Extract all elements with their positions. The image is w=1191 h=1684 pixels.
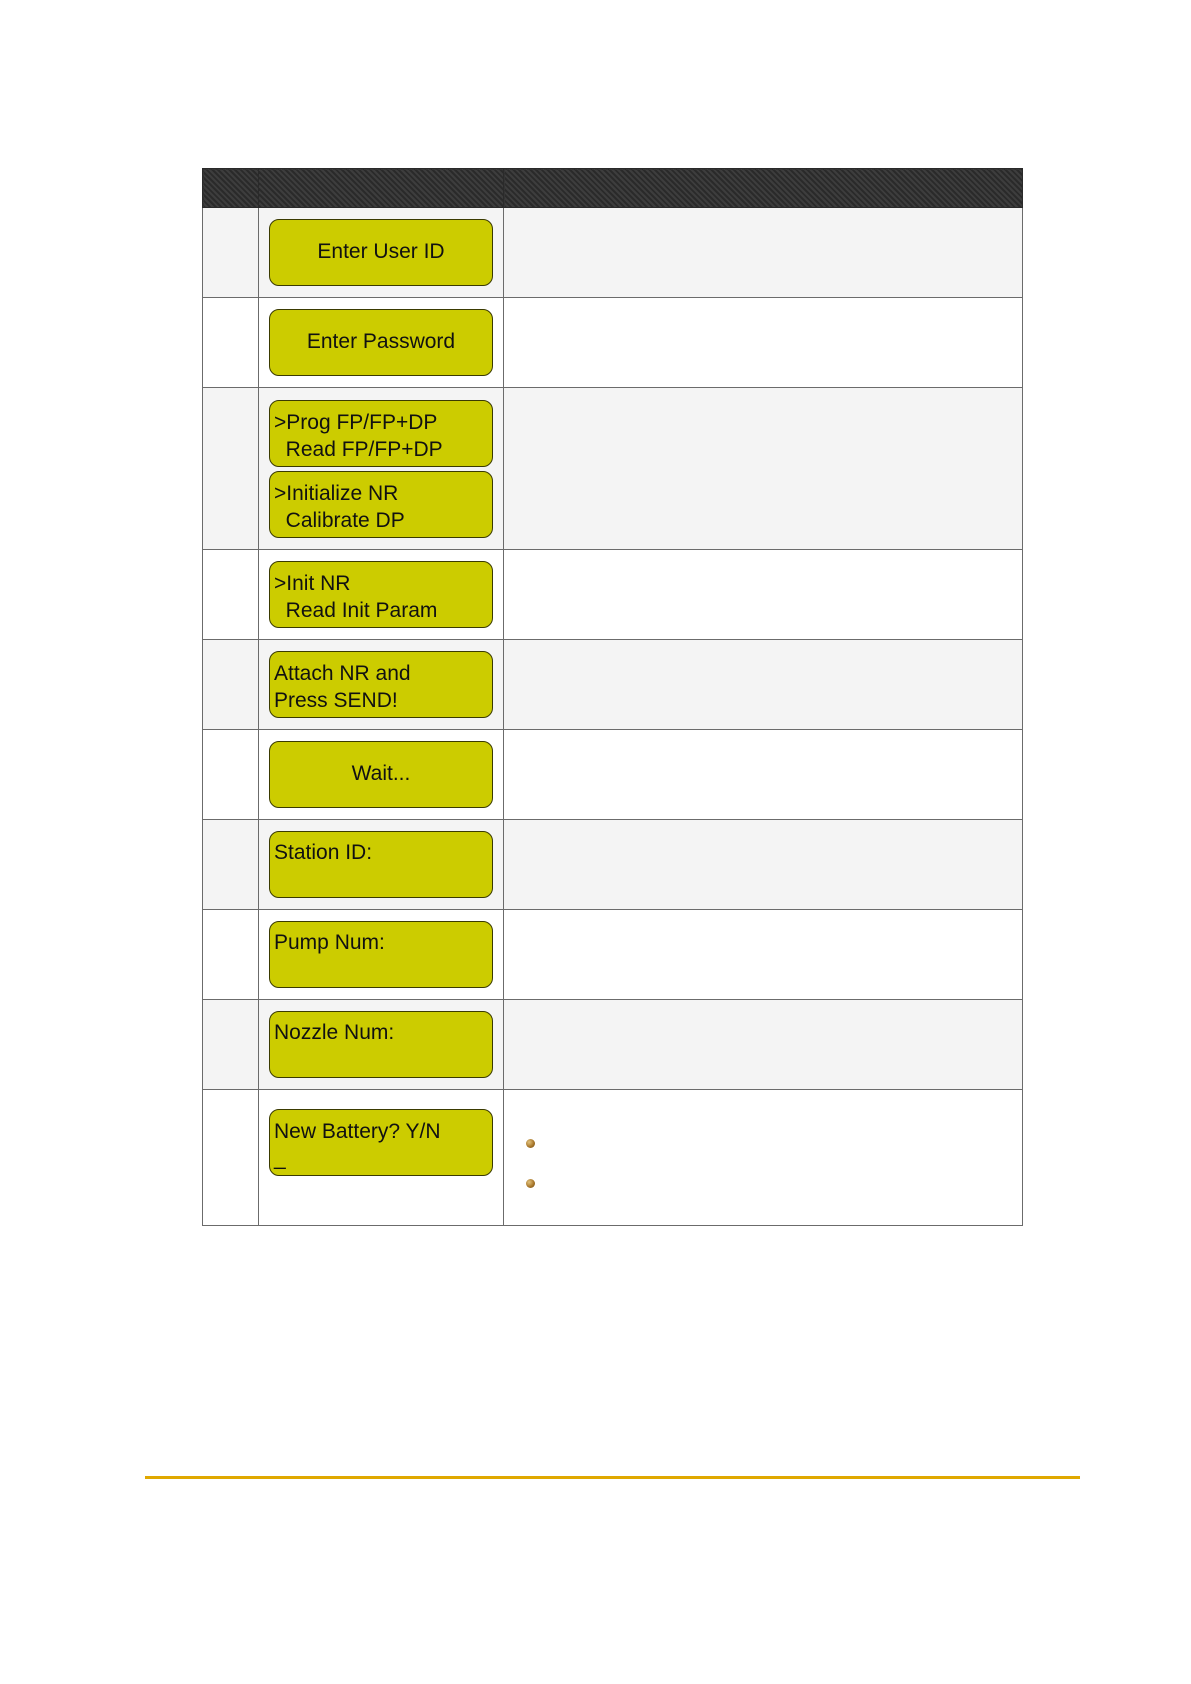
table-row	[203, 820, 1023, 910]
screen-cell	[259, 820, 504, 910]
table-row	[203, 730, 1023, 820]
lcd-screen-nozzle-num: Nozzle Num:	[269, 1011, 493, 1078]
procedure-table	[202, 168, 1023, 1226]
description-cell	[504, 820, 1023, 910]
screen-cell	[259, 388, 504, 550]
table-row	[203, 1090, 1023, 1226]
step-cell	[203, 298, 259, 388]
step-cell	[203, 1000, 259, 1090]
table-row	[203, 550, 1023, 640]
screen-cell	[259, 910, 504, 1000]
table-header-row	[203, 169, 1023, 208]
table-row	[203, 910, 1023, 1000]
description-cell	[504, 640, 1023, 730]
screen-cell	[259, 550, 504, 640]
table-row	[203, 208, 1023, 298]
description-cell	[504, 550, 1023, 640]
lcd-screen-wait: Wait...	[269, 741, 493, 808]
step-cell	[203, 730, 259, 820]
lcd-screen-new-battery: New Battery? Y/N _	[269, 1109, 493, 1176]
lcd-screen-init-nr-menu: >Init NR Read Init Param	[269, 561, 493, 628]
description-cell	[504, 1090, 1023, 1226]
table-row	[203, 388, 1023, 550]
step-cell	[203, 208, 259, 298]
description-cell	[504, 1000, 1023, 1090]
table-row	[203, 298, 1023, 388]
table-header	[203, 169, 1023, 208]
description-cell	[504, 910, 1023, 1000]
screen-cell	[259, 640, 504, 730]
table-row	[203, 1000, 1023, 1090]
description-cell	[504, 730, 1023, 820]
footer-rule	[145, 1476, 1080, 1479]
screen-cell	[259, 298, 504, 388]
screen-cell	[259, 1000, 504, 1090]
lcd-screen-station-id: Station ID:	[269, 831, 493, 898]
lcd-screen-pump-num: Pump Num:	[269, 921, 493, 988]
step-cell	[203, 910, 259, 1000]
bullet-icon	[526, 1139, 535, 1148]
lcd-screen-enter-password: Enter Password	[269, 309, 493, 376]
step-cell	[203, 388, 259, 550]
bullet-icon	[526, 1179, 535, 1188]
lcd-screen-attach-nr: Attach NR and Press SEND!	[269, 651, 493, 718]
header-screen-cell	[259, 169, 504, 208]
header-description-cell	[504, 169, 1023, 208]
step-cell	[203, 640, 259, 730]
table-row	[203, 640, 1023, 730]
step-cell	[203, 820, 259, 910]
screen-cell	[259, 208, 504, 298]
step-cell	[203, 1090, 259, 1226]
screen-cell	[259, 730, 504, 820]
description-cell	[504, 298, 1023, 388]
table-body	[203, 208, 1023, 1226]
description-cell	[504, 208, 1023, 298]
lcd-screen-initialize-calibrate-menu: >Initialize NR Calibrate DP	[269, 471, 493, 538]
description-cell	[504, 388, 1023, 550]
lcd-screen-enter-user-id: Enter User ID	[269, 219, 493, 286]
screen-cell	[259, 1090, 504, 1226]
header-step-cell	[203, 169, 259, 208]
lcd-screen-prog-read-menu: >Prog FP/FP+DP Read FP/FP+DP	[269, 400, 493, 467]
step-cell	[203, 550, 259, 640]
